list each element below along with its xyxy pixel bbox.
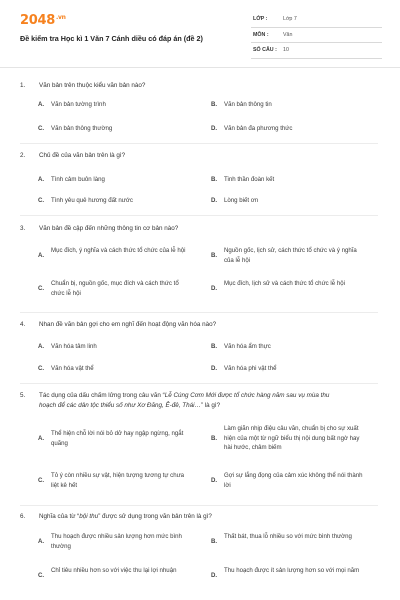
- question-number: 5.: [20, 392, 26, 399]
- question-text-before: Tác dụng của dấu chấm lửng trong câu văn “: [39, 392, 165, 399]
- question-body: [39, 391, 339, 411]
- meta-value: Lớp 7: [283, 16, 297, 22]
- option-text: Văn bản thông thường: [51, 125, 113, 132]
- option-text: Văn bản đa phương thức: [224, 125, 293, 132]
- option-text: Mục đích, lịch sử và cách thức tổ chức lễ hội: [224, 280, 345, 287]
- option-letter: B.: [211, 343, 218, 350]
- meta-value: Văn: [283, 31, 293, 38]
- question-text: [20, 320, 380, 330]
- option-letter: D.: [211, 125, 218, 132]
- option-letter: A.: [38, 252, 45, 259]
- question-number: 4.: [20, 321, 26, 328]
- option-text: Gợi sự lắng đọng của cảm xúc không thể nói thành lời: [224, 472, 363, 489]
- option-text: Chỉ tiêu nhiều hơn so với việc thu lại lợi nhuận: [51, 567, 177, 574]
- question-quote: Lễ Cúng Cơm Mới được tổ chức hàng năm sau vụ mùa thu hoạch để các dân tộc thiểu số như Xơ Đăng, Ê-đê, Thái…: [39, 392, 330, 409]
- question-number: 2.: [20, 152, 26, 159]
- meta-key: SỐ CÂU :: [253, 47, 277, 53]
- option-text: Văn bản thông tin: [224, 101, 272, 108]
- option-letter: D.: [211, 572, 218, 579]
- option-text: Thu hoạch được nhiều sản lượng hơn mức bình thường: [51, 533, 182, 550]
- option-text: Văn hóa ẩm thực: [224, 343, 271, 350]
- option-text: Tình cảm buôn làng: [51, 176, 105, 183]
- option-letter: B.: [211, 538, 218, 545]
- option-text: Tỏ ý còn nhiều sự vật, hiện tượng tương tự chưa liệt kê hết: [51, 472, 185, 489]
- option-letter: C.: [38, 477, 45, 484]
- option-letter: B.: [211, 101, 218, 108]
- question-text: [20, 81, 380, 91]
- question-number: 3.: [20, 225, 26, 232]
- option-text: Tình yêu quê hương đất nước: [51, 197, 133, 204]
- option-letter: C.: [38, 285, 45, 292]
- option-letter: A.: [38, 176, 45, 183]
- option-text: Nguồn gốc, lịch sử, cách thức tổ chức và ý nghĩa của lễ hội: [224, 247, 357, 264]
- site-logo[interactable]: [20, 13, 66, 28]
- logo-suffix: .vn: [55, 13, 66, 21]
- meta-value: 10: [283, 47, 289, 53]
- question-text-before: Nghĩa của từ “: [39, 513, 80, 520]
- question-divider: [20, 312, 378, 313]
- question-body: Chủ đề của văn bản trên là gì?: [39, 152, 126, 159]
- option-letter: C.: [38, 197, 45, 204]
- option-text: Thu hoạch được ít sản lượng hơn so với mọi năm: [224, 567, 360, 574]
- option-text: Chuẩn bị, nguồn gốc, mục đích và cách thức tổ chức lễ hội: [51, 280, 179, 297]
- question-divider: [20, 505, 378, 506]
- question-divider: [20, 143, 378, 144]
- question-text-after: ” là gì?: [200, 402, 221, 409]
- option-letter: D.: [211, 477, 218, 484]
- option-letter: D.: [211, 285, 218, 292]
- question-divider: [20, 383, 378, 384]
- option-letter: C.: [38, 572, 45, 579]
- option-letter: D.: [211, 197, 218, 204]
- logo-text: 2048: [20, 13, 55, 28]
- question-body: Nhan đề văn bản gợi cho em nghĩ đến hoạt động văn hóa nào?: [39, 321, 217, 328]
- document-title: Đề kiểm tra Học kì 1 Văn 7 Cánh diều có đáp án (đề 2): [20, 34, 203, 43]
- question-number: 6.: [20, 513, 26, 520]
- option-letter: A.: [38, 538, 45, 545]
- page-header: [0, 0, 400, 68]
- option-letter: C.: [38, 125, 45, 132]
- question-quote: bội thu: [79, 513, 99, 520]
- question-divider: [20, 215, 378, 216]
- question-body: Văn bản trên thuộc kiểu văn bản nào?: [39, 82, 146, 89]
- option-text: Thể hiện chỗ lời nói bỏ dở hay ngập ngừng, ngắt quãng: [51, 430, 184, 447]
- question-number: 1.: [20, 82, 26, 89]
- option-text: Lòng biết ơn: [224, 197, 259, 204]
- option-letter: B.: [211, 252, 218, 259]
- meta-row-count: [251, 43, 382, 59]
- meta-row-class: [251, 12, 382, 28]
- option-text: Văn hóa vật thể: [51, 365, 94, 372]
- option-letter: A.: [38, 101, 45, 108]
- option-text: Làm giãn nhịp điệu câu văn, chuẩn bị cho sự xuất hiện của một từ ngữ biểu thị nội dung bất ngờ hay hài hước, châm biếm: [224, 425, 360, 452]
- meta-key: MÔN :: [253, 31, 269, 38]
- question-text-after: ” được sử dụng trong văn bản trên là gì?: [98, 513, 212, 520]
- option-letter: C.: [38, 365, 45, 372]
- question-body: Văn bản đề cập đến những thông tin cơ bản nào?: [39, 225, 179, 232]
- meta-row-subject: [251, 28, 382, 44]
- question-text: [20, 151, 380, 161]
- question-text: [20, 512, 380, 522]
- option-text: Tinh thần đoàn kết: [224, 176, 275, 183]
- option-text: Mục đích, ý nghĩa và cách thức tổ chức của lễ hội: [51, 247, 186, 254]
- option-letter: D.: [211, 365, 218, 372]
- option-letter: B.: [211, 176, 218, 183]
- option-text: Văn hóa tâm linh: [51, 343, 97, 350]
- option-text: Thất bát, thua lỗ nhiều so với mức bình thường: [224, 533, 352, 540]
- option-text: Văn bản tường trình: [51, 101, 106, 108]
- meta-key: LỚP :: [253, 16, 268, 22]
- option-letter: A.: [38, 343, 45, 350]
- meta-table: [251, 12, 382, 59]
- question-text: [20, 224, 380, 234]
- option-letter: B.: [211, 435, 218, 442]
- option-letter: A.: [38, 435, 45, 442]
- option-text: Văn hóa phi vật thể: [224, 365, 277, 372]
- header-divider: [0, 67, 400, 68]
